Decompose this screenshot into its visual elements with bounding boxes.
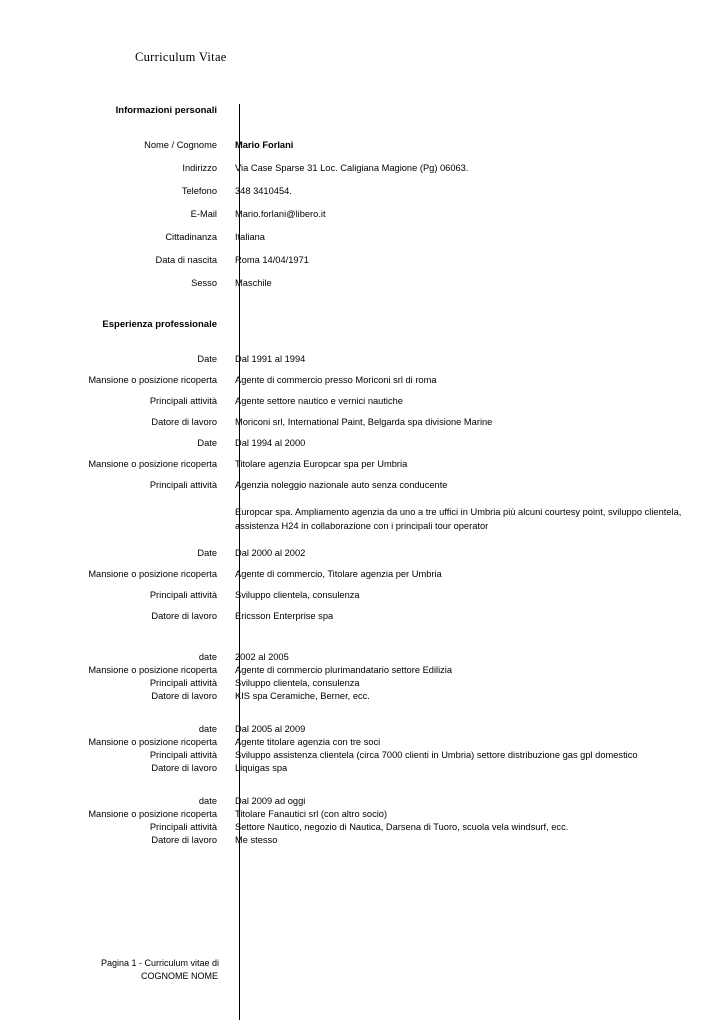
field-value: Sviluppo assistenza clientela (circa 7000 clienti in Umbria) settore distribuzione gas gpl domestico: [235, 750, 638, 760]
field-label: Indirizzo: [182, 163, 217, 173]
table-row: [0, 231, 724, 244]
field-value: Dal 2000 al 2002: [235, 548, 306, 558]
table-row: [0, 834, 724, 847]
table-row: [0, 821, 724, 834]
table-row: [0, 749, 724, 762]
field-value: Maschile: [235, 278, 272, 288]
field-label: Date: [197, 438, 217, 448]
field-label: Datore di lavoro: [151, 691, 217, 701]
field-value: Agente titolare agenzia con tre soci: [235, 737, 381, 747]
field-value: Titolare agenzia Europcar spa per Umbria: [235, 459, 408, 469]
table-row: [0, 208, 724, 221]
field-value: Via Case Sparse 31 Loc. Caligiana Magione (Pg) 06063.: [235, 163, 469, 173]
field-value: Dal 2009 ad oggi: [235, 796, 306, 806]
field-value: Titolare Fanautici srl (con altro socio): [235, 809, 388, 819]
footer-line-1: Pagina 1 - Curriculum vitae di: [101, 958, 220, 968]
table-row: [0, 416, 724, 429]
field-value: Moriconi srl, International Paint, Belgarda spa divisione Marine: [235, 417, 493, 427]
table-row: [0, 651, 724, 664]
table-row: [0, 506, 724, 533]
field-label: Principali attività: [149, 590, 217, 600]
table-row: [0, 723, 724, 736]
field-value: Agente di commercio presso Moriconi srl di roma: [235, 375, 437, 385]
field-label: Principali attività: [149, 822, 217, 832]
table-row: [0, 162, 724, 175]
field-value: Agente di commercio plurimandatario settore Edilizia: [235, 665, 453, 675]
table-row: [0, 353, 724, 366]
section-heading-label: Informazioni personali: [115, 105, 217, 116]
field-value: Italiana: [235, 232, 265, 242]
field-label: E-Mail: [190, 209, 217, 219]
field-label: Nome / Cognome: [144, 140, 217, 150]
section-heading-label: Esperienza professionale: [102, 319, 217, 330]
field-label: date: [198, 652, 217, 662]
experience-block: [0, 795, 724, 847]
table-row: [0, 374, 724, 387]
table-row: [0, 185, 724, 198]
footer-line-2: COGNOME NOME: [141, 971, 219, 981]
field-value: Settore Nautico, negozio di Nautica, Darsena di Tuoro, scuola vela windsurf, ecc.: [235, 822, 569, 832]
field-value: Agenzia noleggio nazionale auto senza conducente: [235, 480, 448, 490]
field-value: Sviluppo clientela, consulenza: [235, 590, 360, 600]
field-value: Agente di commercio, Titolare agenzia per Umbria: [235, 569, 442, 579]
table-row: [0, 677, 724, 690]
table-row: [0, 795, 724, 808]
table-row: [0, 568, 724, 581]
experience-block: [0, 651, 724, 703]
field-value: 348 3410454.: [235, 186, 292, 196]
field-label: Mansione o posizione ricoperta: [88, 569, 217, 579]
page-footer: [0, 957, 724, 983]
table-row: [0, 479, 724, 492]
cv-content: [0, 104, 724, 847]
section-heading-personal: [0, 104, 724, 117]
field-label: Datore di lavoro: [151, 417, 217, 427]
table-row: [0, 736, 724, 749]
field-value: Roma 14/04/1971: [235, 255, 309, 265]
field-value: KIS spa Ceramiche, Berner, ecc.: [235, 691, 370, 701]
field-label: Principali attività: [149, 678, 217, 688]
field-value: Ericsson Enterprise spa: [235, 611, 334, 621]
section-heading-experience: [0, 318, 724, 331]
field-label: Principali attività: [149, 480, 217, 490]
field-label: Date: [197, 548, 217, 558]
field-label: Datore di lavoro: [151, 835, 217, 845]
field-label: Mansione o posizione ricoperta: [88, 665, 217, 675]
field-label: Datore di lavoro: [151, 611, 217, 621]
field-value: 2002 al 2005: [235, 652, 289, 662]
table-row: [0, 254, 724, 267]
field-value: Dal 1991 al 1994: [235, 354, 306, 364]
field-label: Principali attività: [149, 750, 217, 760]
table-row: [0, 458, 724, 471]
field-label: Mansione o posizione ricoperta: [88, 737, 217, 747]
table-row: [0, 139, 724, 152]
experience-block: [0, 723, 724, 775]
field-value: Mario Forlani: [235, 140, 294, 150]
table-row: [0, 589, 724, 602]
field-value: Mario.forlani@libero.it: [235, 209, 326, 219]
field-label: Mansione o posizione ricoperta: [88, 809, 217, 819]
field-label: Telefono: [181, 186, 217, 196]
page-title: Curriculum Vitae: [135, 50, 227, 64]
table-row: [0, 437, 724, 450]
field-label: Mansione o posizione ricoperta: [88, 375, 217, 385]
field-label: Sesso: [191, 278, 217, 288]
field-value: Agente settore nautico e vernici nautiche: [235, 396, 403, 406]
table-row: [0, 610, 724, 623]
table-row: [0, 808, 724, 821]
field-value: Liquigas spa: [235, 763, 288, 773]
table-row: [0, 762, 724, 775]
field-value: Dal 2005 al 2009: [235, 724, 306, 734]
field-value: Me stesso: [235, 835, 278, 845]
field-label: Cittadinanza: [165, 232, 217, 242]
field-label: Mansione o posizione ricoperta: [88, 459, 217, 469]
field-value: Europcar spa. Ampliamento agenzia da uno a tre uffici in Umbria più alcuni courtesy point, sviluppo clientela, assistenza H24 in collaborazione con i principali tour operator: [235, 507, 682, 531]
field-value: Dal 1994 al 2000: [235, 438, 306, 448]
field-label: Datore di lavoro: [151, 763, 217, 773]
field-label: Data di nascita: [155, 255, 217, 265]
table-row: [0, 277, 724, 290]
field-value: Sviluppo clientela, consulenza: [235, 678, 360, 688]
table-row: [0, 395, 724, 408]
field-label: date: [198, 724, 217, 734]
table-row: [0, 690, 724, 703]
field-label: date: [198, 796, 217, 806]
table-row: [0, 547, 724, 560]
table-row: [0, 664, 724, 677]
field-label: Principali attività: [149, 396, 217, 406]
field-label: Date: [197, 354, 217, 364]
